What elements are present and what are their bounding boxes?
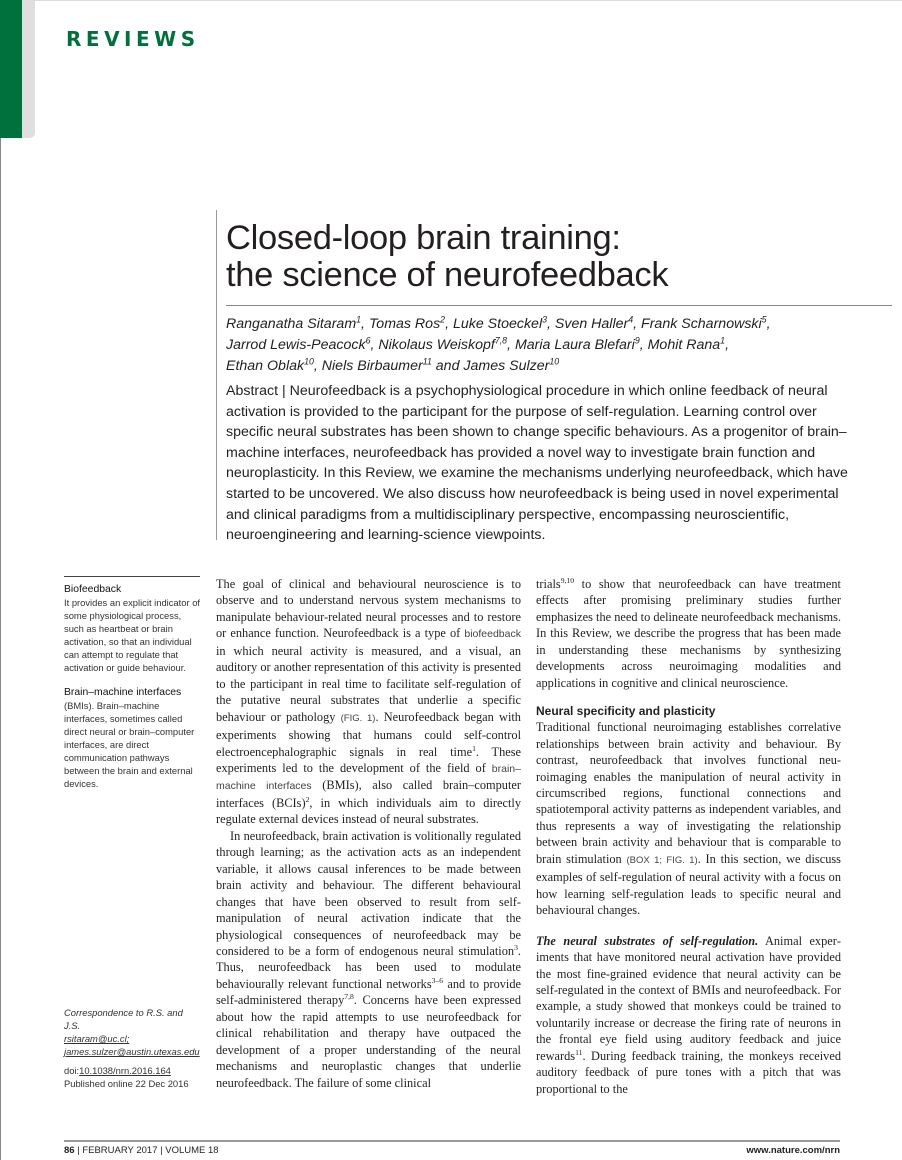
author-name: Tomas Ros	[368, 316, 441, 332]
affiliation-mark: 9	[634, 335, 640, 346]
author-name: James Sulzer	[463, 358, 550, 374]
author-name: Sven Haller	[554, 316, 629, 332]
issue-date: FEBRUARY 2017	[82, 1145, 158, 1156]
text-run: to show that neurofeedback can have treatment effects after promising preliminary studies further emphasizes the need to delineate neurofeedback mechanisms. In this Review, we describe the progress that has been made in understanding these mechanisms by synthesizing developments across neuroimaging modalities and applications in cognitive and clinical neuroscience.	[536, 577, 841, 690]
affiliation-mark: 1	[356, 314, 362, 325]
author-name: Luke Stoeckel	[452, 316, 543, 332]
reference-citation[interactable]: 3	[514, 942, 518, 952]
correspondence-block	[64, 1006, 200, 1090]
title-line: Closed-loop brain training:	[226, 219, 621, 257]
journal-url[interactable]: www.nature.com/nrn	[746, 1145, 840, 1156]
text-run: trials	[536, 577, 561, 591]
glossary-term: Biofeedback	[64, 584, 122, 595]
title-line: the science of neurofeedback	[226, 256, 669, 294]
text-run: In neurofeedback, brain activation is volitionally regulated through learning; as the activation acts as an independent variable, it allows causal inferences to be made between brain activity and behaviour. The different behavioural changes that have been observed to result from self-manipulation of neural activation indicate that the physiological consequences of neurofeedback may be considered to be a form of endogenous neural stimulation	[216, 828, 521, 958]
figure-reference[interactable]: (BOX 1; FIG. 1)	[626, 854, 698, 866]
author-name: Frank Scharnowski	[641, 316, 762, 332]
text-run: Traditional functional neuroimaging establishes correlative relationships between brain activity and behaviour. By contrast, neurofeedback that involves functional neuroimaging enables the manipulation of neural activity in circumscribed regions, functional connections and spatiotemporal activity patterns as independent variables, and thus represents a way of investigating the relationship between brain activity and behaviour that is comparable to brain stimulation	[536, 720, 841, 866]
author-name: Niels Birbaumer	[321, 358, 423, 374]
affiliation-mark: 4	[628, 314, 634, 325]
email-link[interactable]: rsitaram@uc.cl;	[64, 1033, 130, 1044]
text-run: The goal of clinical and behavioural neuroscience is to observe and to understand nervous system mechanisms to manipulate behaviour-related neural processes and to restore or enhance function. Neurofeedback is a type of	[216, 577, 521, 641]
body-paragraph	[216, 576, 521, 828]
text-run: , in which individuals aim to directly regulate external devices instead of neural substrates.	[216, 795, 521, 827]
text-run: . Thus, neurofeedback has been used to modulate behaviourally relevant functional networks	[216, 943, 521, 991]
correspondence-label: Correspondence to R.S. and J.S.	[64, 1007, 183, 1031]
email-link[interactable]: james.sulzer@austin.utexas.edu	[64, 1046, 200, 1057]
volume: VOLUME 18	[165, 1145, 219, 1156]
page-footer: 86 | FEBRUARY 2017 | VOLUME 18 www.nature.com/nrn	[64, 1145, 840, 1156]
affiliation-mark: 5	[761, 314, 767, 325]
text-run: in which neural activity is measured, and a visual, an auditory or another representation of this activity is presented to the participant in real time to facilitate self-regulation of the putative neural substrates that underlie a specific behaviour or pathology	[216, 643, 521, 724]
body-column-1	[216, 576, 521, 1091]
body-column-2	[536, 576, 841, 1097]
page-edge	[0, 0, 902, 1]
text-run: . In this section, we discuss examples of self-regulation of neural activity with a focus on how learning self-regulation leads to specific neural and behavioural changes.	[536, 851, 841, 918]
doi-label: doi:	[64, 1065, 80, 1076]
published-date: Published online 22 Dec 2016	[64, 1078, 189, 1089]
section-tab-shadow	[22, 0, 35, 138]
body-paragraph	[536, 933, 841, 1098]
affiliation-mark: 11	[422, 356, 432, 367]
glossary-definition: (BMIs). Brain–machine interfaces, sometimes called direct neural or brain–computer interfaces, are direct communication pathways between the brain and external devices.	[64, 700, 195, 789]
text-run: and to provide self-administered therapy	[216, 976, 521, 1008]
text-run: (BMIs), also called brain–computer interfaces (BCIs)	[216, 778, 521, 810]
glossary-term: Brain–machine interfaces	[64, 687, 182, 698]
text-run: Animal experiments that have monitored neural activation have provided the most fine-grained evidence that neural activity can be self-regulated in the context of BMIs and neurofeedback. For example, a study showed that monkeys could be trained to voluntarily increase or decrease the firing rate of neurons in the frontal eye field using auditory feedback and juice rewards	[536, 933, 841, 1063]
author-name: Mohit Rana	[647, 337, 721, 353]
reference-citation[interactable]: 9,10	[560, 575, 575, 585]
affiliation-mark: 6	[365, 335, 371, 346]
title-divider	[216, 210, 217, 540]
author-name: Ethan Oblak	[226, 358, 305, 374]
text-run: . Neurofeedback began with experiments showing that humans could self-control electroencephalographic signals in real time	[216, 709, 521, 759]
reference-citation[interactable]: 1	[472, 743, 476, 753]
reference-citation[interactable]: 11	[575, 1047, 583, 1057]
doi-link[interactable]: 10.1038/nrn.2016.164	[79, 1065, 171, 1076]
body-paragraph	[536, 719, 841, 918]
footer-rule	[64, 1140, 840, 1142]
author-list: Ranganatha Sitaram$^1$, Tomas Ros$^2$, Luke Stoeckel$^3$, Sven Haller$^4$, Frank Scharnowski$^5$, Jarrod Lewis-Peacock$^6$, Nikolaus Weiskopf$^{7,8}$, Maria Laura Blefari$^9$, Mohit Rana$^1$, Ethan Oblak$^{10}$, Niels Birbaumer$^{11}$ and James Sulzer$^{10}$	[226, 314, 771, 374]
section-color-tab	[0, 0, 22, 138]
reference-citation[interactable]: 7,8	[344, 992, 354, 1002]
figure-reference[interactable]: (FIG. 1)	[340, 712, 376, 724]
sidebar-rule	[64, 576, 200, 577]
page-edge	[0, 138, 1, 1160]
page-number: 86	[64, 1145, 75, 1156]
article-title	[226, 220, 668, 294]
reference-citation[interactable]: 3–6	[431, 975, 444, 985]
author-name: Ranganatha Sitaram	[226, 316, 357, 332]
affiliation-mark: 10	[549, 356, 560, 367]
affiliation-mark: 1	[720, 335, 726, 346]
reference-citation[interactable]: 2	[305, 794, 310, 804]
affiliation-mark: 10	[304, 356, 314, 367]
text-run: . Concerns have been expressed about how the rapid attempts to use neurofeedback for clinical rehabilitation and therapy have outpaced the development of a proper understanding of the neural mechanisms and neuroplastic changes that underlie neurofeedback. The failure of some clinical	[216, 993, 522, 1090]
text-run: . These experiments led to the development of the field of	[216, 744, 522, 775]
run-in-heading: The neural substrates of self-regulation.	[536, 933, 759, 948]
title-rule	[226, 305, 892, 306]
glossary-sidebar	[64, 576, 200, 802]
glossary-link[interactable]: brain–machine interfaces	[216, 762, 521, 793]
author-name: Nikolaus Weiskopf	[378, 337, 495, 353]
body-paragraph	[536, 576, 841, 691]
author-name: Maria Laura Blefari	[514, 337, 635, 353]
author-name: Jarrod Lewis-Peacock	[226, 337, 366, 353]
glossary-definition: It provides an explicit indicator of some physiological process, such as heartbeat or brain activation, so that an individual can attempt to regulate that activation or guide behaviour.	[64, 597, 201, 673]
body-paragraph	[216, 828, 521, 1091]
text-run: . During feedback training, the monkeys received auditory feedback of pure tones with a pitch that was proportional to the	[536, 1048, 841, 1096]
affiliation-mark: 2	[440, 314, 446, 325]
glossary-link[interactable]: biofeedback	[464, 628, 521, 641]
affiliation-mark: 3	[542, 314, 547, 325]
section-label: REVIEWS	[66, 27, 200, 51]
abstract: Abstract | Neurofeedback is a psychophysiological procedure in which online feedback of neural activation is provided to the participant for the purpose of self-regulation. Learning control over specific neural substrates has been shown to change specific behaviours. As a progenitor of brain–machine interfaces, neurofeedback has provided a novel way to investigate brain function and neuroplasticity. In this Review, we examine the mechanisms underlying neurofeedback, which have started to be uncovered. We also discuss how neurofeedback is being used in novel experimental and clinical paradigms from a multidisciplinary perspective, encompassing neuroscientific, neuroengineering and learning-science viewpoints.	[226, 383, 848, 544]
affiliation-mark: 7,8	[494, 335, 508, 346]
section-heading: Neural specificity and plasticity	[536, 704, 716, 719]
